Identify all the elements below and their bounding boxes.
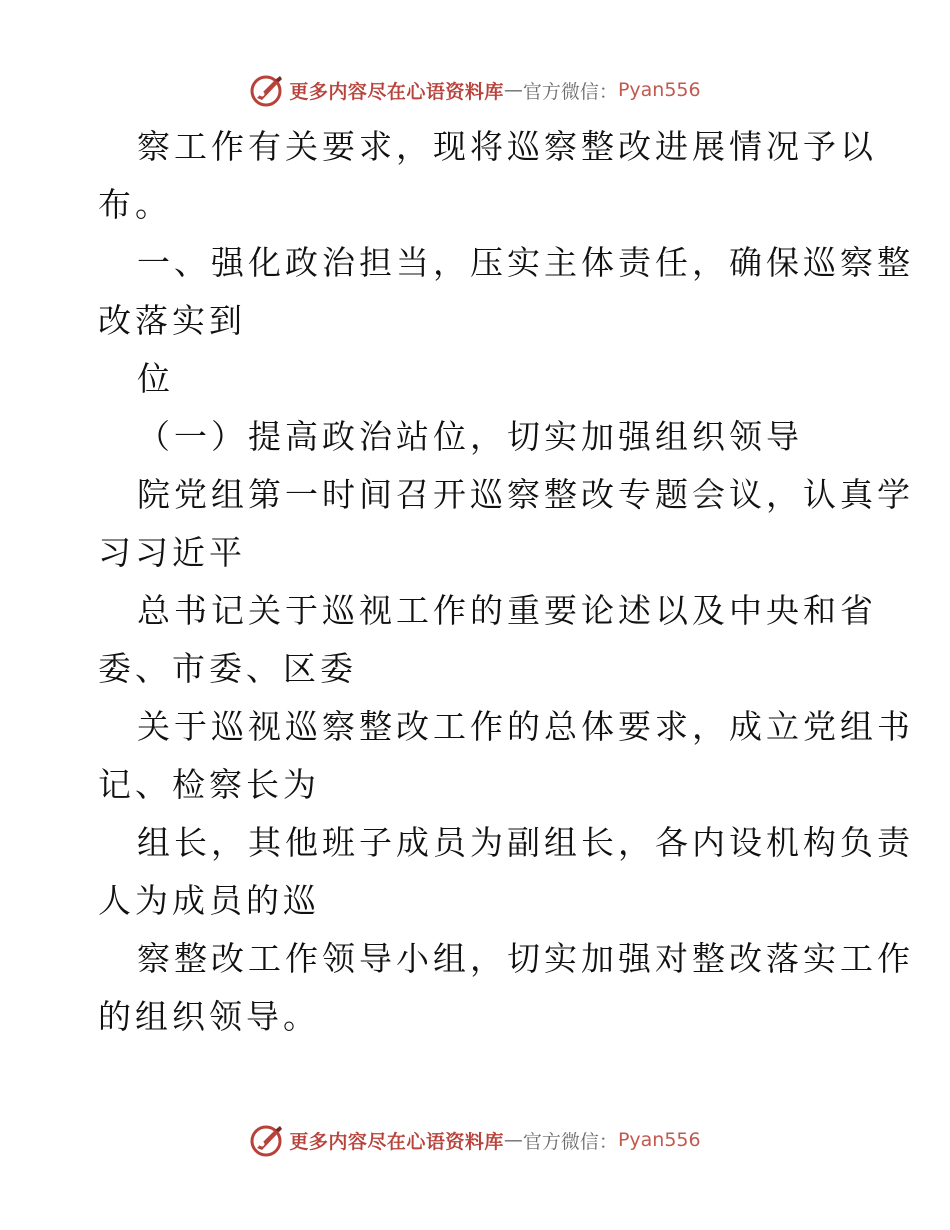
body-line: 一、强化政治担当，压实主体责任，确保巡察整 (137, 243, 914, 282)
body-line: 院党组第一时间召开巡察整改专题会议，认真学 (137, 475, 914, 514)
body-line: 位 (137, 359, 174, 398)
banner-account-id: Pyan556 (617, 1129, 701, 1151)
brush-pen-logo-icon (249, 1122, 285, 1158)
banner-account-label: 官方微信： (522, 1130, 618, 1153)
header-banner (0, 70, 950, 110)
banner-dash: — (503, 79, 523, 101)
section-heading: （一）提高政治站位，切实加强组织领导 (137, 417, 803, 456)
body-line: 记、检察长为 (98, 765, 320, 804)
banner-main-text: 更多内容尽在心语资料库 (289, 80, 504, 103)
body-line: 习习近平 (98, 533, 246, 572)
banner-main-text: 更多内容尽在心语资料库 (289, 1130, 504, 1153)
body-line: 委、市委、区委 (98, 649, 357, 688)
footer-banner (0, 1120, 950, 1160)
body-line: 的组织领导。 (98, 997, 320, 1036)
body-line: 总书记关于巡视工作的重要论述以及中央和省 (137, 591, 877, 630)
brush-pen-logo-icon (249, 72, 285, 108)
body-line: 布。 (98, 185, 172, 224)
body-line: 人为成员的巡 (98, 881, 320, 920)
body-line: 察工作有关要求，现将巡察整改进展情况予以 (137, 127, 877, 166)
body-line: 改落实到 (98, 301, 246, 340)
banner-dash: — (503, 1129, 523, 1151)
body-line: 察整改工作领导小组，切实加强对整改落实工作 (137, 939, 914, 978)
body-line: 组长，其他班子成员为副组长，各内设机构负责 (137, 823, 914, 862)
banner-account-label: 官方微信： (522, 80, 618, 103)
banner-account-id: Pyan556 (617, 79, 701, 101)
body-line: 关于巡视巡察整改工作的总体要求，成立党组书 (137, 707, 914, 746)
